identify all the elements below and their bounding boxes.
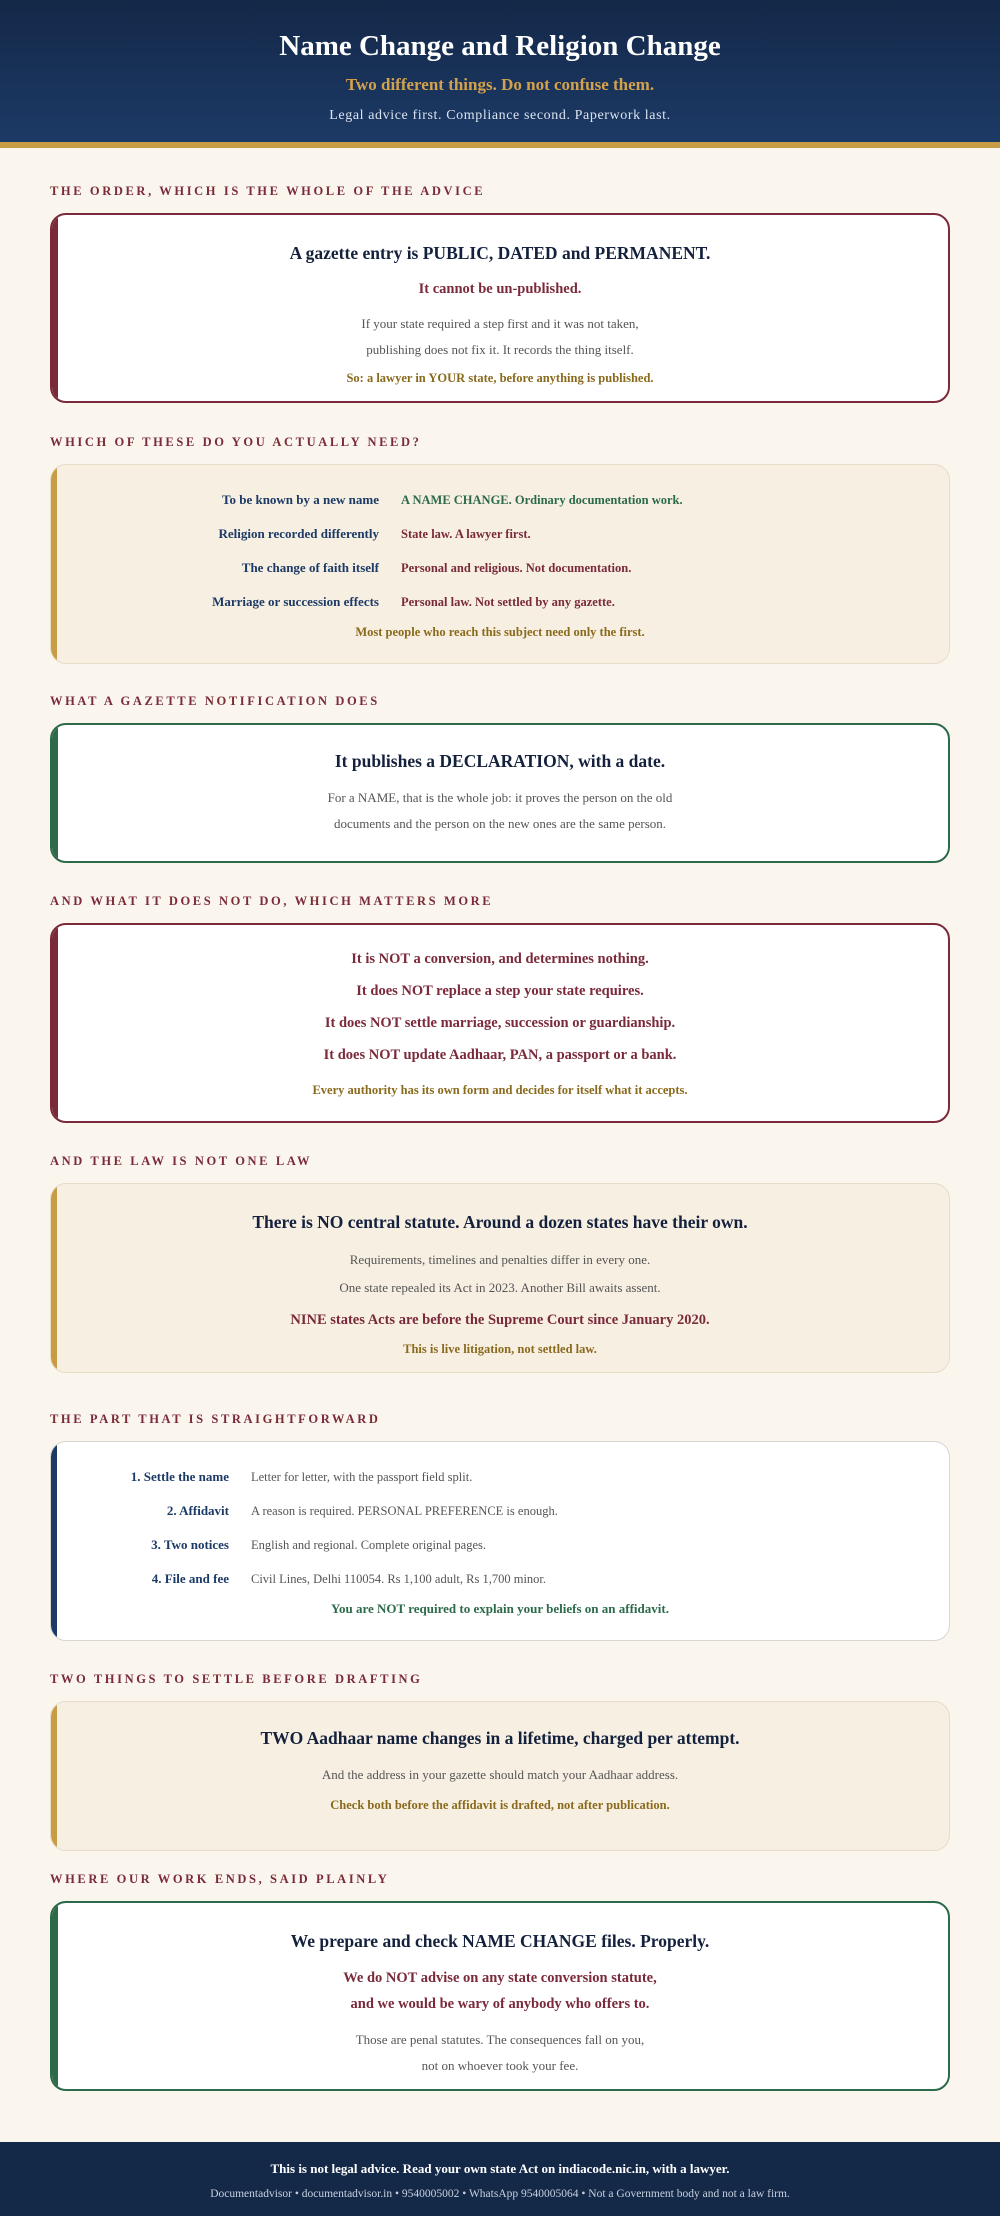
section-title: THE PART THAT IS STRAIGHTFORWARD [50, 1412, 381, 1426]
steps-section [50, 1411, 950, 1616]
card-text: And the address in your gazette should match your Aadhaar address. [321, 1767, 679, 1782]
row-label: Religion recorded differently [218, 526, 379, 541]
card-note: So: a lawyer in YOUR state, before anything is published. [346, 371, 654, 385]
row-value: Personal and religious. Not documentation. [401, 560, 632, 575]
need-section [50, 434, 950, 639]
section-title: WHERE OUR WORK ENDS, SAID PLAINLY [50, 1872, 390, 1886]
card-text: One state repealed its Act in 2023. Another Bill awaits assent. [339, 1280, 661, 1295]
list-item: It does NOT replace a step your state requires. [356, 983, 644, 999]
card-warning: It cannot be un-published. [418, 281, 582, 297]
table-row [51, 1460, 949, 1494]
card-text: Requirements, timelines and penalties differ in every one. [349, 1252, 651, 1267]
need-card [50, 464, 950, 664]
section-title: AND THE LAW IS NOT ONE LAW [50, 1154, 313, 1168]
row-label: To be known by a new name [221, 492, 379, 507]
law-card [50, 1183, 950, 1373]
settle-card [50, 1701, 950, 1851]
row-label: The change of faith itself [241, 560, 379, 575]
doesnot-card [50, 923, 950, 1123]
need-table [51, 483, 949, 619]
card-heading: A gazette entry is PUBLIC, DATED and PERMANENT. [289, 243, 711, 263]
card-text: Those are penal statutes. The consequences fall on you, [355, 2032, 645, 2047]
section-title: WHAT A GAZETTE NOTIFICATION DOES [50, 694, 380, 708]
section-title: AND WHAT IT DOES NOT DO, WHICH MATTERS MORE [50, 894, 494, 908]
card-heading: We prepare and check NAME CHANGE files. Properly. [290, 1931, 710, 1951]
row-label: 2. Affidavit [166, 1503, 229, 1518]
row-label: 1. Settle the name [130, 1469, 229, 1484]
card-warning: NINE states Acts are before the Supreme Court since January 2020. [290, 1312, 710, 1328]
card-warning: We do NOT advise on any state conversion statute, [343, 1970, 657, 1986]
card-text: If your state required a step first and it was not taken, [361, 316, 639, 331]
page-footer [0, 2142, 1000, 2216]
row-value: State law. A lawyer first. [401, 526, 531, 541]
section-title: THE ORDER, WHICH IS THE WHOLE OF THE ADVICE [50, 184, 486, 198]
card-warning: and we would be wary of anybody who offers to. [350, 1996, 650, 2012]
row-value: A reason is required. PERSONAL PREFERENCE is enough. [251, 1503, 558, 1518]
row-label: 4. File and fee [151, 1571, 229, 1586]
table-row [51, 1494, 949, 1528]
list-item: It is NOT a conversion, and determines nothing. [351, 951, 649, 967]
row-value: A NAME CHANGE. Ordinary documentation work. [401, 492, 683, 507]
row-label: Marriage or succession effects [212, 594, 379, 609]
order-card [50, 213, 950, 403]
row-value: Letter for letter, with the passport field split. [251, 1469, 473, 1484]
row-value: Civil Lines, Delhi 110054. Rs 1,100 adult, Rs 1,700 minor. [251, 1571, 547, 1586]
card-text: For a NAME, that is the whole job: it proves the person on the old [327, 790, 673, 805]
table-row [51, 1562, 949, 1596]
list-item: It does NOT update Aadhaar, PAN, a passport or a bank. [323, 1047, 677, 1063]
doesnot-list [52, 949, 948, 1077]
card-heading: There is NO central statute. Around a dozen states have their own. [252, 1212, 748, 1232]
does-section [50, 693, 950, 831]
card-text: not on whoever took your fee. [421, 2058, 579, 2073]
footer-disclaimer: This is not legal advice. Read your own state Act on indiacode.nic.in, with a lawyer. [270, 2161, 730, 2176]
card-heading: It publishes a DECLARATION, with a date. [334, 751, 666, 771]
steps-list [51, 1460, 949, 1596]
law-section [50, 1153, 950, 1356]
does-card [50, 723, 950, 863]
settle-section [50, 1671, 950, 1812]
card-text: publishing does not fix it. It records the thing itself. [366, 342, 634, 357]
card-heading: TWO Aadhaar name changes in a lifetime, charged per attempt. [260, 1728, 740, 1748]
doesnot-section [50, 893, 950, 1097]
page-tagline: Legal advice first. Compliance second. Paperwork last. [329, 108, 671, 123]
table-row [51, 483, 949, 517]
page-title: Name Change and Religion Change [279, 30, 721, 62]
card-note: You are NOT required to explain your beliefs on an affidavit. [331, 1601, 669, 1616]
list-item: It does NOT settle marriage, succession or guardianship. [324, 1015, 676, 1031]
card-text: documents and the person on the new ones are the same person. [333, 816, 667, 831]
card-note: Most people who reach this subject need only the first. [355, 625, 645, 639]
row-value: Personal law. Not settled by any gazette. [401, 594, 615, 609]
section-title: TWO THINGS TO SETTLE BEFORE DRAFTING [50, 1672, 423, 1686]
table-row [51, 1528, 949, 1562]
order-section [50, 183, 950, 385]
ends-section [50, 1871, 950, 2073]
row-label: 3. Two notices [151, 1537, 229, 1552]
table-row [51, 517, 949, 551]
table-row [51, 551, 949, 585]
footer-contact: Documentadvisor • documentadvisor.in • 9540005002 • WhatsApp 9540005064 • Not a Government body and not a law firm. [210, 2188, 790, 2200]
card-note: Every authority has its own form and decides for itself what it accepts. [312, 1083, 688, 1097]
card-note: This is live litigation, not settled law. [403, 1342, 597, 1356]
steps-card [50, 1441, 950, 1641]
page-header [0, 0, 1000, 148]
ends-card [50, 1901, 950, 2091]
card-note: Check both before the affidavit is drafted, not after publication. [330, 1798, 670, 1812]
row-value: English and regional. Complete original pages. [251, 1537, 487, 1552]
page-subtitle: Two different things. Do not confuse them. [345, 75, 655, 94]
section-title: WHICH OF THESE DO YOU ACTUALLY NEED? [50, 435, 422, 449]
table-row [51, 585, 949, 619]
